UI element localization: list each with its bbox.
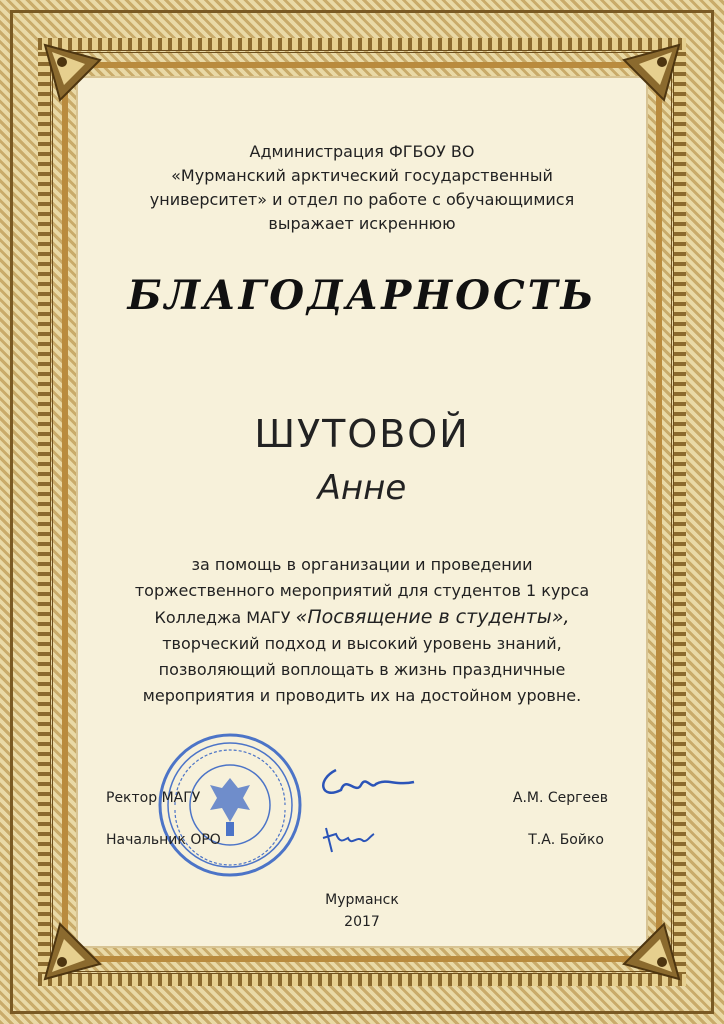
citation-line: мероприятия и проводить их на достойном уровне. [142, 686, 582, 705]
head-label: Начальник ОРО [106, 832, 221, 848]
issuer-header [76, 140, 648, 236]
header-line: университет» и отдел по работе с обучающимися [149, 190, 575, 209]
head-name: Т.А. Бойко [528, 832, 604, 848]
citation-line: позволяющий воплощать в жизнь праздничные [158, 660, 566, 679]
citation-text [76, 552, 648, 709]
header-line: выражает искреннюю [268, 214, 456, 233]
citation-line: за помощь в организации и проведении [191, 555, 533, 574]
event-name: «Посвящение в студенты», [295, 606, 570, 628]
rector-label: Ректор МАГУ [106, 790, 201, 806]
issue-year: 2017 [344, 914, 380, 930]
certificate-title: БЛАГОДАРНОСТЬ [127, 272, 597, 319]
citation-line: торжественного мероприятий для студентов 1 курса [134, 581, 590, 600]
recipient-surname: ШУТОВОЙ [254, 412, 470, 456]
recipient-first-name: Анне [317, 468, 407, 508]
head-signature-icon [318, 820, 378, 860]
rector-name: А.М. Сергеев [512, 790, 608, 806]
rector-signature-icon [316, 760, 416, 805]
header-line: «Мурманский арктический государственный [171, 166, 553, 185]
citation-line [76, 604, 648, 631]
ornamental-corner-icon [594, 40, 684, 130]
header-line: Администрация ФГБОУ ВО [249, 142, 475, 161]
ornamental-corner-icon [40, 40, 130, 130]
citation-line: творческий подход и высокий уровень знаний, [162, 634, 562, 653]
citation-college: Колледжа МАГУ [154, 608, 291, 627]
issue-city: Мурманск [325, 892, 399, 908]
